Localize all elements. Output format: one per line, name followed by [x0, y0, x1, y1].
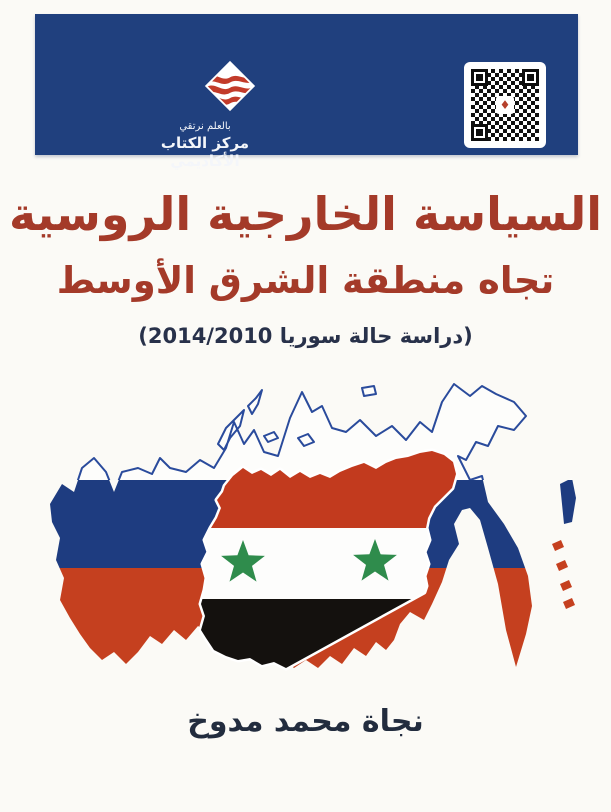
publisher-logo — [133, 60, 277, 170]
qr-finder-icon — [471, 124, 488, 141]
qr-finder-icon — [471, 69, 488, 86]
qr-finder-icon — [522, 69, 539, 86]
book-title-line2: تجاه منطقة الشرق الأوسط — [56, 259, 555, 302]
book-subtitle: (دراسة حالة سوريا 2014/2010) — [138, 324, 473, 348]
header-band — [35, 14, 578, 170]
kuril-islands — [552, 540, 575, 609]
publisher-name: مركز الكتاب الأكاديمي — [160, 134, 250, 170]
qr-code — [464, 62, 546, 148]
qr-center-logo-icon: ♦ — [496, 96, 514, 114]
russia-syria-flag-map — [28, 372, 590, 707]
author-name: نجاة محمد مدوخ — [187, 704, 424, 739]
qr-pattern — [471, 69, 539, 141]
publisher-diamond-icon — [158, 60, 302, 116]
book-title-line1: السياسة الخارجية الروسية — [9, 187, 602, 241]
publisher-tagline: بالعلم نرتقي — [179, 121, 231, 132]
